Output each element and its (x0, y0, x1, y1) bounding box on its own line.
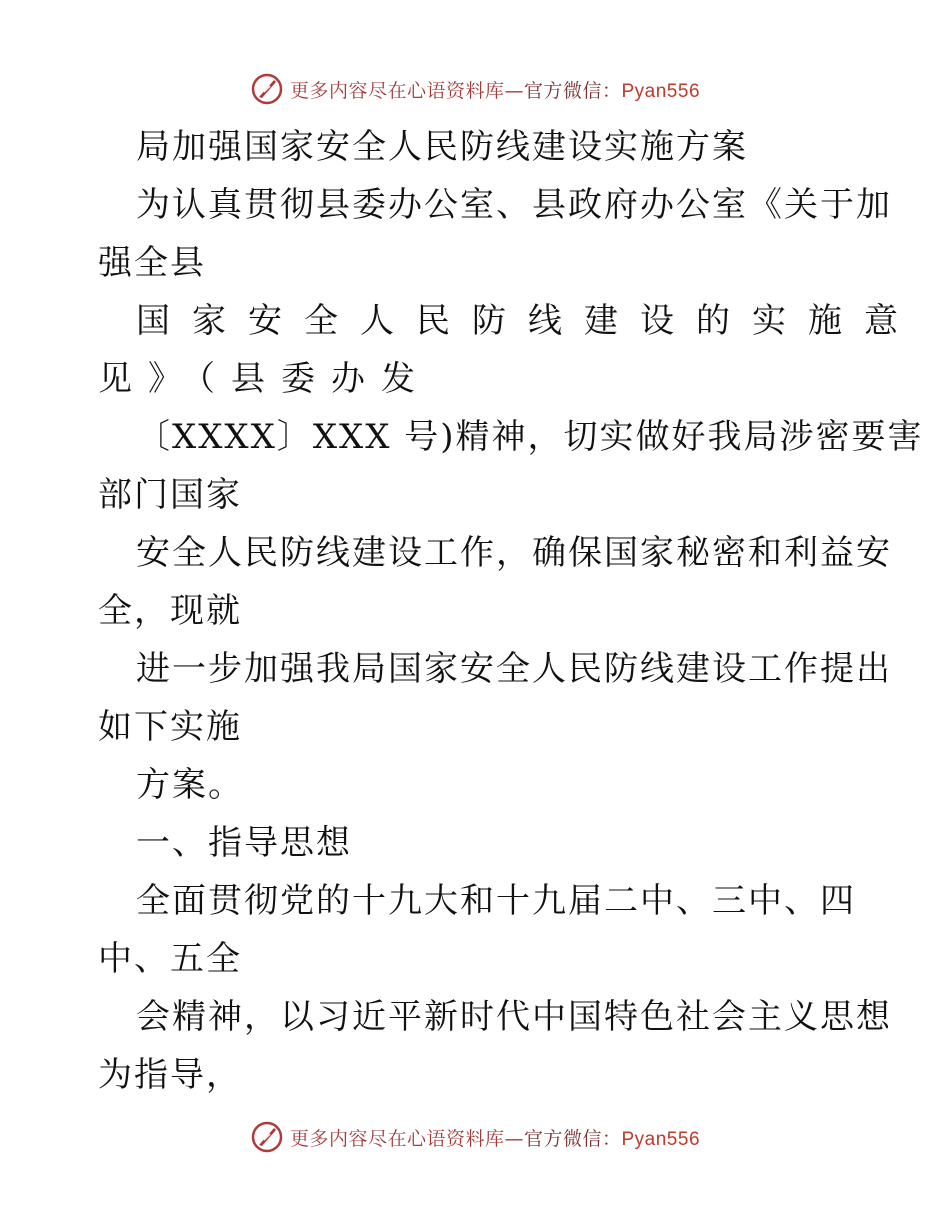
paragraph-line: 见》（县委办发 (98, 359, 431, 399)
feather-logo-icon (250, 72, 284, 106)
paragraph-line: 为认真贯彻县委办公室、县政府办公室《关于加 (136, 185, 892, 225)
paragraph-line: 中、五全 (98, 939, 242, 979)
document-body (98, 118, 924, 1104)
paragraph-line: 全面贯彻党的十九大和十九届二中、三中、四 (136, 881, 856, 921)
section-heading: 一、指导思想 (136, 823, 352, 863)
document-title: 局加强国家安全人民防线建设实施方案 (136, 127, 748, 167)
watermark-footer (0, 1120, 950, 1154)
paragraph-line: 会精神，以习近平新时代中国特色社会主义思想 (136, 997, 892, 1037)
paragraph-line: 部门国家 (98, 475, 242, 515)
paragraph-line: 为指导， (98, 1055, 242, 1095)
paragraph-line: 安全人民防线建设工作，确保国家秘密和利益安 (136, 533, 892, 573)
watermark-text: 更多内容尽在心语资料库—官方微信：Pyan556 (289, 79, 701, 102)
paragraph-line: 国家安全人民防线建设的实施意 (136, 301, 920, 341)
paragraph-line: 如下实施 (98, 707, 242, 747)
watermark-header (0, 72, 950, 106)
paragraph-line: 方案。 (136, 765, 244, 805)
paragraph-line: 进一步加强我局国家安全人民防线建设工作提出 (136, 649, 892, 689)
paragraph-line: 强全县 (98, 243, 206, 283)
watermark-text: 更多内容尽在心语资料库—官方微信：Pyan556 (289, 1127, 701, 1150)
paragraph-line: 全，现就 (98, 591, 242, 631)
paragraph-line: 〔XXXX〕XXX 号)精神，切实做好我局涉密要害 (136, 417, 924, 457)
feather-logo-icon (250, 1120, 284, 1154)
